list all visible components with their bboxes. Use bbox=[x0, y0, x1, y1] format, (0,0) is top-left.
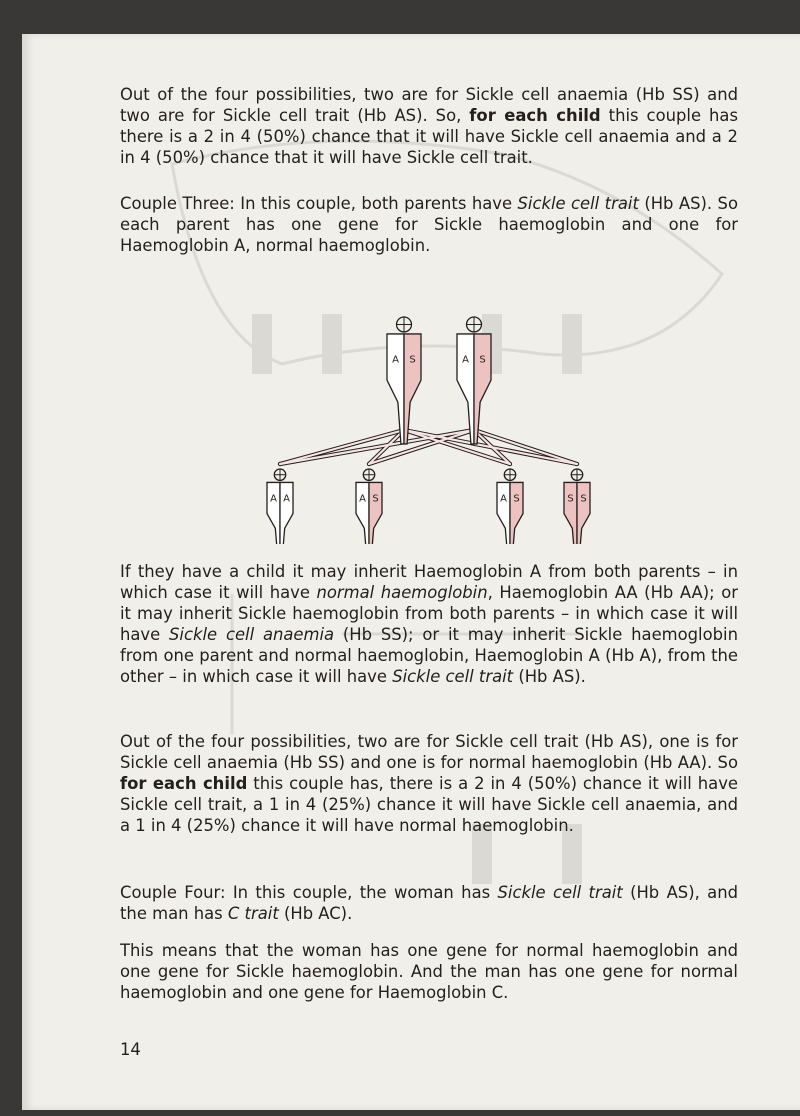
inheritance-lines bbox=[280, 430, 577, 464]
parent-figure bbox=[457, 317, 491, 444]
gene-label: S bbox=[513, 493, 520, 505]
text-run: this couple has, there is a 2 in 4 (50%) chance it will have Sickle cell trait, a 1 in 4 (25%) chance it will have Sickle cell anaemia, and a 1 in 4 (25%) chance it will have normal haemoglobin. bbox=[120, 774, 738, 835]
emphasis-c-trait: C trait bbox=[227, 904, 279, 923]
text-run: , Haemoglobin AA (Hb AA); or it may inherit Sickle haemoglobin from both parents – in which case it will have bbox=[120, 583, 738, 644]
emphasis-for-each-child: for each child bbox=[120, 774, 248, 793]
text-run: this couple has there is a 2 in 4 (50%) chance that it will have Sickle cell anaemia and a 2 in 4 (50%) chance that it will have Sickle cell trait. bbox=[120, 106, 738, 167]
body-right-half bbox=[369, 482, 382, 544]
text-run: (Hb AC). bbox=[278, 904, 353, 923]
paragraph-inheritance-options bbox=[120, 561, 738, 687]
text-run: Couple Four: In this couple, the woman has bbox=[120, 883, 498, 902]
body-right-half bbox=[280, 482, 293, 544]
emphasis-sickle-cell-trait: Sickle cell trait bbox=[497, 883, 623, 902]
emphasis-sickle-cell-trait: Sickle cell trait bbox=[392, 667, 514, 686]
text-run: (Hb AS), and the man has bbox=[120, 883, 738, 923]
body-right-half bbox=[510, 482, 523, 544]
child-figure bbox=[497, 469, 523, 544]
gene-label: A bbox=[392, 354, 399, 366]
body-left-half bbox=[564, 482, 577, 544]
emphasis-sickle-cell-anaemia: Sickle cell anaemia bbox=[169, 625, 335, 644]
text-run: (Hb AS). bbox=[513, 667, 586, 686]
text-run: This means that the woman has one gene for normal haemoglobin and one gene for Sickle haemoglobin. And the man has one gene for normal haemoglobin and one gene for Haemoglobin C. bbox=[120, 941, 738, 1002]
text-run: If they have a child it may inherit Haemoglobin A from both parents – in which case it will have bbox=[120, 562, 738, 602]
paragraph-couple-four bbox=[120, 882, 738, 924]
body-right-half bbox=[577, 482, 590, 544]
page-number: 14 bbox=[120, 1040, 141, 1059]
child-figure bbox=[267, 469, 293, 544]
paragraph-couple-two-outcome bbox=[120, 84, 738, 168]
emphasis-sickle-cell-trait: Sickle cell trait bbox=[517, 194, 639, 213]
emphasis-for-each-child: for each child bbox=[469, 106, 601, 125]
gene-label: S bbox=[567, 493, 574, 505]
body-left-half bbox=[387, 334, 404, 444]
child-figure bbox=[356, 469, 382, 544]
gene-label: A bbox=[359, 493, 366, 505]
body-left-half bbox=[267, 482, 280, 544]
body-left-half bbox=[457, 334, 474, 444]
gene-label: A bbox=[500, 493, 507, 505]
body-left-half bbox=[497, 482, 510, 544]
body-right-half bbox=[404, 334, 421, 444]
paragraph-couple-three-outcome bbox=[120, 731, 738, 836]
page bbox=[22, 34, 800, 1110]
gene-label: S bbox=[372, 493, 379, 505]
parents-group bbox=[387, 317, 491, 444]
text-run: Out of the four possibilities, two are for Sickle cell anaemia (Hb SS) and two are for Sickle cell trait (Hb AS). So, bbox=[120, 85, 738, 125]
text-run: Couple Three: In this couple, both parents have bbox=[120, 194, 518, 213]
text-run: (Hb AS). So each parent has one gene for Sickle haemoglobin and one for Haemoglobin A, normal haemoglobin. bbox=[120, 194, 738, 255]
emphasis-normal-haemoglobin: normal haemoglobin bbox=[316, 583, 488, 602]
paragraph-couple-three bbox=[120, 193, 738, 256]
inheritance-diagram bbox=[232, 282, 592, 544]
text-run: Out of the four possibilities, two are for Sickle cell trait (Hb AS), one is for Sickle cell anaemia (Hb SS) and one is for normal haemoglobin (Hb AA). So bbox=[120, 732, 738, 772]
gene-label: A bbox=[283, 493, 290, 505]
gene-label: A bbox=[270, 493, 277, 505]
child-figure bbox=[564, 469, 590, 544]
text-run: (Hb SS); or it may inherit Sickle haemoglobin from one parent and normal haemoglobin, Haemoglobin A (Hb A), from the other – in which case it will have bbox=[120, 625, 738, 686]
gene-label: S bbox=[479, 354, 486, 366]
body-left-half bbox=[356, 482, 369, 544]
gene-label: S bbox=[580, 493, 587, 505]
parent-figure bbox=[387, 317, 421, 444]
gene-label: A bbox=[462, 354, 469, 366]
gene-label: S bbox=[409, 354, 416, 366]
body-right-half bbox=[474, 334, 491, 444]
children-group bbox=[267, 469, 590, 544]
paragraph-couple-four-genes bbox=[120, 940, 738, 1003]
